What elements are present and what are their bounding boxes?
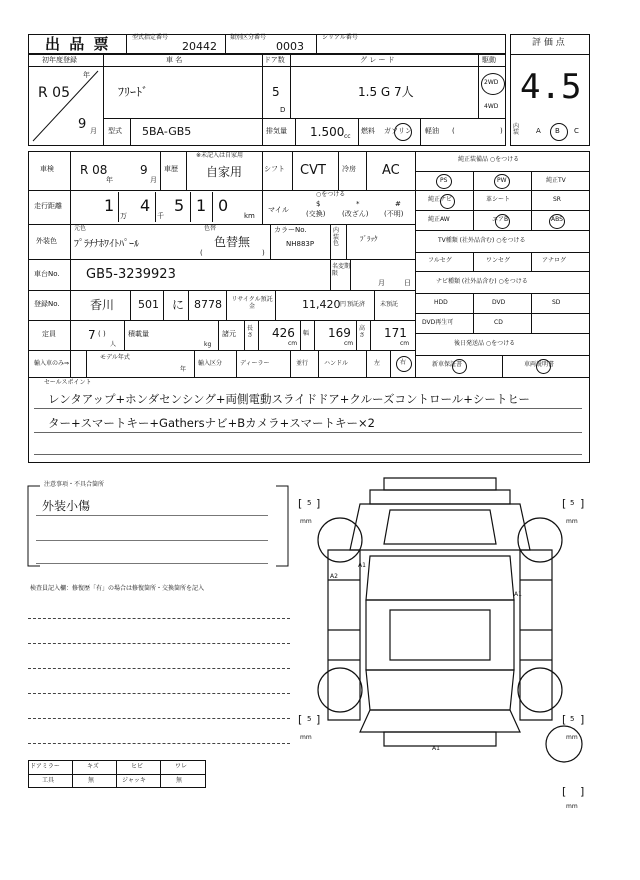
car-name-label: 車 名: [166, 56, 183, 64]
drive-label: 駆動: [482, 56, 496, 64]
shaken-month-value: 9: [140, 163, 148, 177]
tv-title: TV種類 (社外品含む) ○をつける: [438, 237, 526, 244]
history-value: 自家用: [206, 165, 243, 179]
registration-area: 香川: [90, 298, 115, 312]
equip-tv: 純正TV: [546, 177, 566, 184]
repaint-value: 色替無: [214, 235, 251, 249]
inspector-label: 検査員記入欄：修復歴「有」の場合は修復箇所・交換箇所を記入: [30, 585, 205, 592]
equip-navi: 純正ナビ: [428, 196, 453, 203]
form-no-label: 型式指定番号: [132, 34, 169, 41]
tire-rr-unit: mm: [566, 734, 578, 741]
deposit-not: 未預託: [380, 301, 399, 308]
color-no-label: カラーNo.: [274, 226, 307, 234]
capacity-unit: 人: [110, 341, 117, 348]
tire-fl-value: 5: [307, 499, 312, 507]
displacement-label: 排気量: [266, 127, 287, 135]
chassis-value: GB5-3239923: [86, 267, 176, 282]
damage-a1-hood: A1: [358, 562, 366, 569]
equip-ps: PS: [440, 177, 448, 184]
interior-color-value: ﾌﾞﾗｯｸ: [360, 235, 378, 243]
mileage-opt-mile: マイル: [268, 206, 289, 214]
drive-4wd: 4WD: [484, 103, 499, 110]
mileage-label: 走行距離: [34, 202, 62, 210]
tv-oneseg: ワンセグ: [486, 257, 511, 264]
form-no-value: 20442: [182, 40, 217, 53]
drive-2wd: 2WD: [484, 79, 499, 86]
exterior-color-label: 外装色: [36, 237, 57, 245]
mileage-digit-2: 4: [140, 196, 151, 215]
length-value: 426: [272, 326, 295, 340]
category-value: 0003: [276, 40, 304, 53]
model-value: 5BA-GB5: [142, 125, 192, 138]
import-dealer: ディーラー: [240, 360, 270, 367]
model-year-unit: 年: [180, 366, 187, 373]
grade-label: グ レ ー ド: [360, 56, 395, 64]
later-manual-circle: [536, 359, 551, 374]
chassis-label: 車台No.: [34, 270, 60, 278]
import-type-label: 輸入区分: [198, 360, 223, 367]
eval-score: 4.5: [520, 67, 582, 107]
navi-dvd: DVD: [492, 299, 506, 306]
tools-tools-value: 無: [88, 777, 95, 784]
year-unit: 年: [83, 71, 90, 79]
first-reg-year: R 05: [38, 85, 70, 101]
registration-kana: に: [172, 298, 185, 312]
tools-header-break: ワレ: [175, 763, 188, 770]
mileage-digit-3: 5: [174, 196, 185, 215]
load-kg: kg: [204, 341, 212, 348]
navi-cd: CD: [494, 319, 503, 326]
mileage-circle-note: ○をつける: [316, 191, 346, 198]
width-label: 幅: [303, 330, 310, 337]
orig-color-label: 元色: [74, 225, 87, 232]
recycle-label: リサイクル預託金: [231, 296, 273, 311]
category-label: 類別区分番号: [230, 34, 267, 41]
equip-leather: 革シート: [486, 196, 511, 203]
shaken-month-unit: 月: [150, 176, 157, 184]
registration-class: 501: [138, 298, 159, 311]
doors-label: ドア数: [264, 56, 285, 64]
tire-rr-value: 5: [570, 715, 575, 723]
car-name-value: ﾌﾘｰﾄﾞ: [118, 85, 149, 99]
equip-abs: ABS: [551, 216, 563, 223]
name-change-label: 名変期限: [332, 263, 351, 278]
navi-title: ナビ種類 (社外品含む) ○をつける: [436, 278, 528, 285]
interior-grade-b-circle: [550, 123, 568, 141]
length-unit: cm: [288, 340, 298, 347]
fuel-diesel: 軽油: [425, 127, 439, 135]
equip-navi-circle: [440, 194, 455, 209]
length-label: 長さ: [247, 325, 254, 339]
name-change-day: 日: [404, 279, 411, 287]
width-value: 169: [328, 326, 351, 340]
registration-label: 登録No.: [34, 300, 60, 308]
eval-label: 評 価 点: [532, 38, 565, 48]
width-unit: cm: [344, 340, 354, 347]
form-title: 出 品 票: [45, 35, 111, 53]
capacity-label: 定員: [42, 330, 56, 338]
mileage-km: km: [244, 212, 255, 220]
mileage-man: 万: [120, 212, 127, 220]
serial-label: シリアル番号: [322, 34, 358, 41]
first-reg-month: 9: [78, 117, 87, 132]
sales-point-label: セールスポイント: [44, 379, 92, 386]
displacement-value: 1.500: [310, 125, 345, 139]
month-unit: 月: [90, 127, 97, 135]
height-unit: cm: [400, 340, 410, 347]
equipment-title: 純正装備品 ○をつける: [458, 156, 520, 163]
repaint-label: 色替: [204, 225, 217, 232]
doors-value: 5: [272, 85, 280, 99]
name-change-month: 月: [378, 279, 385, 287]
equip-pw-circle: [494, 174, 510, 189]
shift-label: シフト: [264, 165, 285, 173]
car-damage-diagram: [300, 470, 600, 770]
recycle-value: 11,420: [302, 298, 341, 311]
shaken-label: 車検: [40, 165, 54, 173]
mileage-opt-exchange: (交換): [306, 210, 326, 218]
notes-value: 外装小傷: [42, 499, 91, 513]
registration-number: 8778: [194, 298, 222, 311]
recycle-unit: 円: [340, 301, 347, 308]
mileage-opt-tamper-symbol: *: [356, 200, 360, 208]
height-value: 171: [384, 326, 407, 340]
height-label: 高さ: [359, 325, 366, 339]
mileage-sen: 千: [157, 212, 164, 220]
tv-fullseg: フルセグ: [428, 257, 452, 264]
fuel-gasoline: ガソリン: [384, 127, 412, 135]
shift-value: CVT: [300, 163, 326, 178]
load-label: 積載量: [128, 330, 149, 338]
handle-label: ハンドル: [324, 360, 349, 367]
damage-a1-side: A1: [514, 591, 522, 598]
shaken-year-unit: 年: [106, 176, 113, 184]
later-title: 後日発送品 ○をつける: [454, 340, 516, 347]
later-manual: 車両説明書: [524, 361, 555, 368]
tools-jack-value: 無: [176, 777, 183, 784]
navi-dvd-play: DVD再生可: [422, 319, 454, 326]
equip-abs-circle: [549, 214, 565, 229]
tire-fr-unit: mm: [566, 518, 578, 525]
equip-ps-circle: [436, 174, 452, 189]
door-suffix: D: [280, 106, 286, 114]
equip-pw: PW: [497, 177, 507, 184]
tools-tools: 工具: [42, 777, 55, 784]
tire-rl-value: 5: [307, 715, 312, 723]
ac-label: 冷房: [342, 165, 356, 173]
model-year-label: モデル年式: [100, 354, 130, 361]
import-label: 輸入車のみ⇒: [34, 360, 70, 367]
tire-spare-unit: mm: [566, 803, 578, 810]
mileage-digit-1: 1: [104, 196, 115, 215]
interior-grade-a: A: [536, 127, 541, 135]
later-warranty: 新車保証書: [432, 361, 463, 368]
tools-jack: ジャッキ: [122, 777, 146, 784]
history-label: 車歴: [164, 165, 178, 173]
first-reg-label: 初年度登録: [42, 56, 77, 64]
model-label: 型式: [108, 127, 122, 135]
equip-aw: 純正AW: [428, 216, 450, 223]
interior-color-label: 内装色: [333, 227, 340, 248]
handle-left: 左: [374, 360, 381, 367]
mileage-digit-4: 1: [196, 196, 207, 215]
history-note: ※未記入は自家用: [196, 152, 244, 159]
interior-grade-label: 内装: [513, 123, 520, 136]
deposit-done: 預託済: [347, 301, 366, 308]
interior-grade-c: C: [574, 127, 579, 135]
shaken-value: R 08: [80, 163, 108, 177]
grade-value: 1.5 G 7人: [358, 85, 414, 99]
tools-header-mirror: ドアミラー: [30, 763, 60, 770]
later-warranty-circle: [452, 359, 467, 374]
interior-grade-b: B: [555, 127, 560, 135]
fuel-gasoline-circle: [394, 123, 412, 141]
mileage-opt-exchange-symbol: $: [316, 200, 321, 208]
ac-value: AC: [382, 163, 400, 178]
mileage-digit-5: 0: [218, 196, 229, 215]
fuel-label: 燃料: [361, 127, 375, 135]
mileage-opt-unknown-symbol: #: [395, 200, 401, 208]
damage-a1-rear: A1: [432, 745, 440, 752]
capacity-value: 7: [88, 328, 96, 342]
navi-hdd: HDD: [434, 299, 448, 306]
notes-bracket: [26, 480, 290, 572]
tools-header-crack: ヒビ: [131, 763, 144, 770]
import-parallel: 並行: [296, 360, 309, 367]
dims-label: 諸元: [222, 330, 236, 338]
mileage-opt-tamper: (改ざん): [342, 210, 369, 218]
sales-point-line-1: レンタアップ+ホンダセンシング+両側電動スライドドア+クルーズコントロール+シートヒー: [48, 392, 530, 406]
color-no-value: NH883P: [286, 240, 315, 248]
sales-point-line-2: ター+スマートキー+Gathersナビ+Bカメラ+スマートキー×2: [48, 416, 375, 430]
tire-fr-value: 5: [570, 499, 575, 507]
displacement-unit: cc: [344, 133, 351, 140]
mileage-opt-unknown: (不明): [384, 210, 404, 218]
equip-sr: SR: [553, 196, 561, 203]
tools-header-scratch: キズ: [87, 763, 99, 770]
notes-label: 注意事項・不具合箇所: [44, 481, 105, 488]
tv-analog: アナログ: [542, 257, 567, 264]
equip-airbag: エアB: [492, 216, 509, 223]
tire-rl-unit: mm: [300, 734, 312, 741]
equip-airbag-circle: [495, 214, 510, 229]
navi-sd: SD: [552, 299, 561, 306]
damage-a2: A2: [330, 573, 338, 580]
handle-right: 右: [400, 359, 407, 366]
orig-color-value: ﾌﾟﾗﾁﾅﾎﾜｲﾄﾊﾟｰﾙ: [74, 239, 139, 250]
tire-fl-unit: mm: [300, 518, 312, 525]
